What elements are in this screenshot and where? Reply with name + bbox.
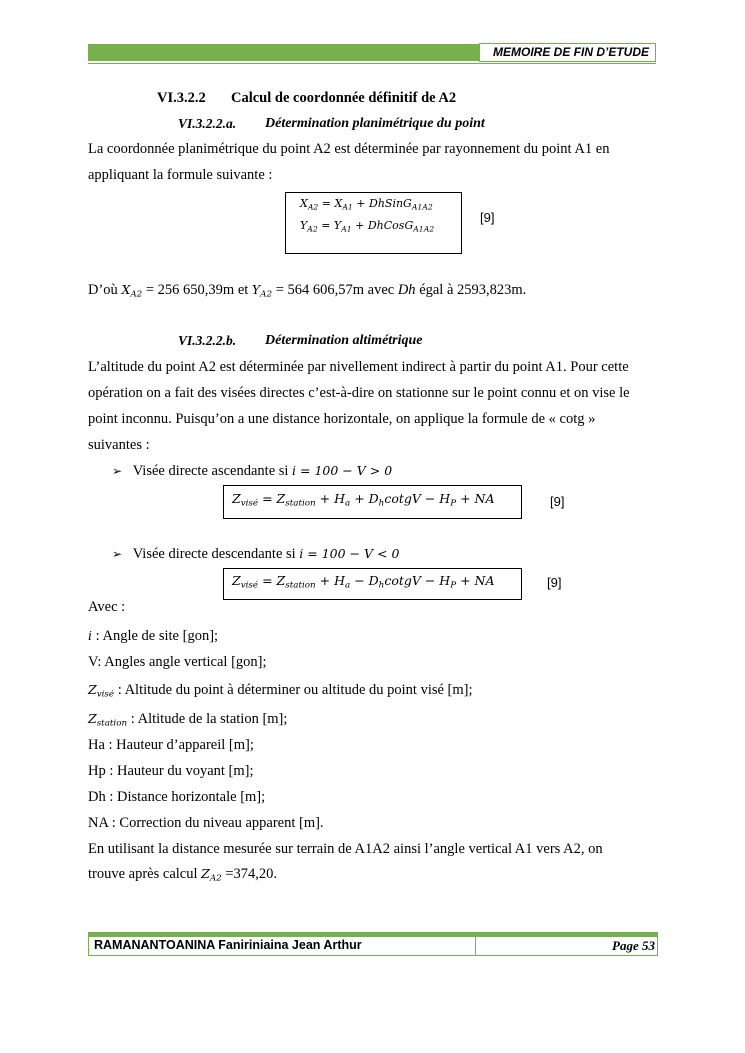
result-suffix: égal à 2593,823m. — [419, 282, 527, 298]
footer-page-number: Page 53 — [612, 938, 655, 953]
xa2-symbol: $X_{A2}$ — [121, 282, 143, 300]
bullet1-text: Visée directe ascendante si — [132, 463, 289, 479]
bullet2-text: Visée directe descendante si — [132, 546, 296, 562]
section-title: Calcul de coordonnée définitif de A2 — [231, 90, 457, 106]
para1-line2: appliquant la formule suivante : — [88, 167, 273, 183]
formula2: $Z_{visé} = Z_{station} + H_a$ + $D_hcotgV - H_P$ + NA — [232, 491, 495, 509]
formula1-y: $Y_{A2} = Y_{A1}$ + DhCosG$_{A1A2}$ — [300, 219, 435, 234]
formula1-x: $X_{A2} = X_{A1}$ + DhSinG$_{A1A2}$ — [300, 197, 433, 212]
ya2-value: = 564 606,57m avec — [275, 282, 395, 298]
para2-line3: point inconnu. Puisqu’on a une distance horizontale, on applique la formule de « cotg » — [88, 411, 596, 427]
zvise-symbol: $Z_{visé}$ — [88, 682, 115, 700]
header-rule — [88, 63, 656, 64]
conclusion-line1: En utilisant la distance mesurée sur terrain de A1A2 ainsi l’angle vertical A1 vers A2, on — [88, 841, 603, 857]
para2-line1: L’altitude du point A2 est déterminée par nivellement indirect à partir du point A1. Pour cette — [88, 359, 629, 375]
formula3-reference: [9] — [547, 575, 562, 590]
formula3: $Z_{visé} = Z_{station} + H_a$ − $D_hcotgV - H_P$ + NA — [232, 573, 495, 591]
subsection-a-title: Détermination planimétrique du point — [265, 116, 485, 131]
bullet2-condition: i = 100 − V < 0 — [299, 546, 400, 561]
i-symbol: i — [88, 628, 92, 643]
section-number: VI.3.2.2 — [157, 90, 206, 106]
za2-symbol: $Z_{A2}$ — [201, 866, 222, 884]
formula2-reference: [9] — [550, 494, 565, 509]
para2-line4: suivantes : — [88, 437, 150, 453]
header-title: MEMOIRE DE FIN D’ETUDE — [479, 43, 656, 62]
arrow-bullet-icon: ➢ — [112, 464, 123, 478]
zstation-symbol: $Z_{station}$ — [88, 711, 128, 729]
formula1-reference: [9] — [480, 210, 495, 225]
def-i-text: : Angle de site [gon]; — [95, 628, 219, 644]
result-line — [88, 281, 526, 299]
conclusion-value: =374,20. — [225, 866, 278, 882]
def-zvise-text: : Altitude du point à déterminer ou altitude du point visé [m]; — [117, 682, 473, 698]
def-zstation — [88, 710, 287, 728]
footer-divider — [475, 936, 476, 956]
def-zvise — [88, 681, 473, 699]
formula1-box — [285, 192, 462, 254]
para1-line1: La coordonnée planimétrique du point A2 est déterminée par rayonnement du point A1 en — [88, 141, 610, 157]
dh-symbol: Dh — [397, 282, 416, 298]
formula3-box — [223, 568, 522, 600]
xa2-value: = 256 650,39m et — [145, 282, 249, 298]
def-v: V: Angles angle vertical [gon]; — [88, 654, 267, 670]
subsection-a-number: VI.3.2.2.a. — [178, 116, 237, 131]
bullet1-condition: i = 100 − V > 0 — [292, 463, 393, 478]
subsection-b-title: Détermination altimétrique — [265, 333, 423, 348]
conclusion-line2 — [88, 865, 277, 883]
def-na: NA : Correction du niveau apparent [m]. — [88, 815, 324, 831]
def-dh: Dh : Distance horizontale [m]; — [88, 789, 266, 805]
arrow-bullet-icon: ➢ — [112, 547, 123, 561]
bullet1 — [112, 462, 392, 480]
bullet2 — [112, 545, 399, 563]
avec-label: Avec : — [88, 599, 126, 615]
conclusion-prefix: trouve après calcul — [88, 866, 198, 882]
def-i — [88, 627, 218, 645]
def-zstation-text: : Altitude de la station [m]; — [130, 711, 288, 727]
ya2-symbol: $Y_{A2}$ — [251, 282, 273, 300]
formula2-box — [223, 485, 522, 519]
para2-line2: opération on a fait des visées directes c’est-à-dire on stationne sur le point connu et on vise le — [88, 385, 630, 401]
result-prefix: D’où — [88, 282, 118, 298]
def-hp: Hp : Hauteur du voyant [m]; — [88, 763, 254, 779]
subsection-b-number: VI.3.2.2.b. — [178, 333, 237, 348]
def-ha: Ha : Hauteur d’appareil [m]; — [88, 737, 254, 753]
footer-author: RAMANANTOANINA Faniriniaina Jean Arthur — [94, 938, 362, 952]
